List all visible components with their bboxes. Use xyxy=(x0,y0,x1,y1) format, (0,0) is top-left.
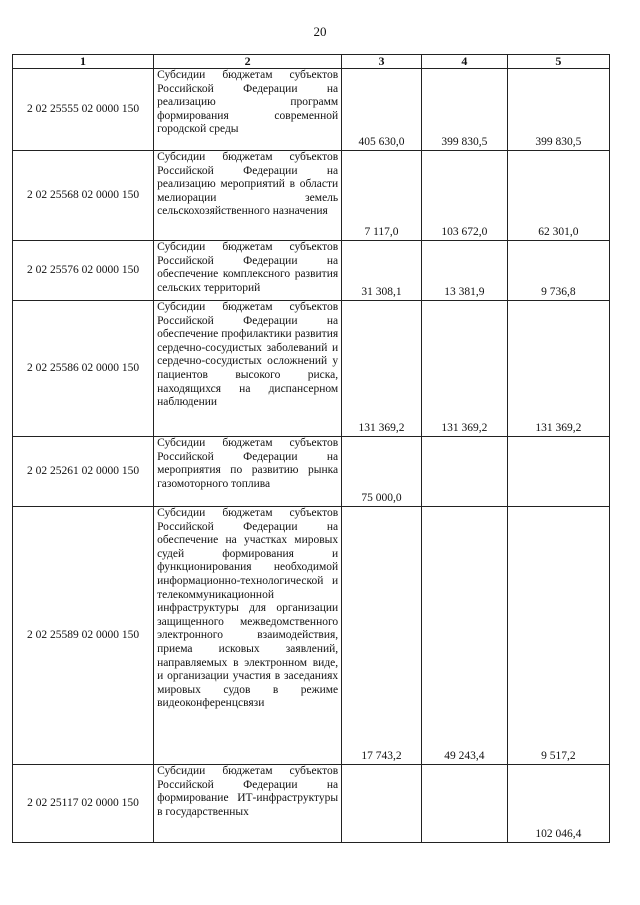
table-row xyxy=(13,437,610,507)
table-row xyxy=(13,241,610,301)
table-row xyxy=(13,151,610,241)
row-description: Субсидии бюджетам субъектов Российской Федерации на обеспечение профилактики развития сердечно-сосудистых заболеваний и сердечно-сосудистых осложнений у пациентов высокого риска, находящихся на диспансерном наблюдении xyxy=(154,301,342,437)
table-row xyxy=(13,765,610,843)
budget-code: 2 02 25117 02 0000 150 xyxy=(13,765,154,843)
page-number: 20 xyxy=(313,24,327,39)
column-header-2: 2 xyxy=(154,55,342,69)
value-col3: 7 117,0 xyxy=(342,151,422,241)
budget-code: 2 02 25555 02 0000 150 xyxy=(13,69,154,151)
value-col5: 102 046,4 xyxy=(507,765,609,843)
budget-code: 2 02 25576 02 0000 150 xyxy=(13,241,154,301)
value-col5: 9 517,2 xyxy=(507,507,609,765)
column-header-4: 4 xyxy=(421,55,507,69)
value-col4: 399 830,5 xyxy=(421,69,507,151)
row-description: Субсидии бюджетам субъектов Российской Федерации на обеспечение комплексного развития сельских территорий xyxy=(154,241,342,301)
budget-table xyxy=(12,54,610,843)
column-header-3: 3 xyxy=(342,55,422,69)
value-col5: 62 301,0 xyxy=(507,151,609,241)
row-description: Субсидии бюджетам субъектов Российской Федерации на формирование ИТ-инфраструктуры в государственных xyxy=(154,765,342,843)
row-description: Субсидии бюджетам субъектов Российской Федерации на реализацию программ формирования современной городской среды xyxy=(154,69,342,151)
row-description: Субсидии бюджетам субъектов Российской Федерации на обеспечение на участках мировых судей формирования и функционирования необходимой информационно-технологической и телекоммуникационной инфраструктуры для организации защищенного межведомственного электронного взаимодействия, приема исковых заявлений, направляемых в электронном виде, и организации участия в заседаниях мировых судов в режиме видеоконференцсвязи xyxy=(154,507,342,765)
value-col3: 75 000,0 xyxy=(342,437,422,507)
value-col5 xyxy=(507,437,609,507)
value-col3: 17 743,2 xyxy=(342,507,422,765)
value-col4: 49 243,4 xyxy=(421,507,507,765)
value-col4: 13 381,9 xyxy=(421,241,507,301)
value-col3: 405 630,0 xyxy=(342,69,422,151)
row-description: Субсидии бюджетам субъектов Российской Федерации на реализацию мероприятий в области мелиорации земель сельскохозяйственного назначения xyxy=(154,151,342,241)
value-col3: 31 308,1 xyxy=(342,241,422,301)
budget-code: 2 02 25261 02 0000 150 xyxy=(13,437,154,507)
value-col4 xyxy=(421,765,507,843)
column-header-1: 1 xyxy=(13,55,154,69)
value-col4 xyxy=(421,437,507,507)
value-col4: 103 672,0 xyxy=(421,151,507,241)
budget-code: 2 02 25586 02 0000 150 xyxy=(13,301,154,437)
value-col5: 131 369,2 xyxy=(507,301,609,437)
row-description: Субсидии бюджетам субъектов Российской Федерации на мероприятия по развитию рынка газомоторного топлива xyxy=(154,437,342,507)
value-col3: 131 369,2 xyxy=(342,301,422,437)
value-col4: 131 369,2 xyxy=(421,301,507,437)
value-col5: 399 830,5 xyxy=(507,69,609,151)
column-header-5: 5 xyxy=(507,55,609,69)
budget-code: 2 02 25589 02 0000 150 xyxy=(13,507,154,765)
table-row xyxy=(13,507,610,765)
value-col3 xyxy=(342,765,422,843)
table-header-row xyxy=(13,55,610,69)
budget-code: 2 02 25568 02 0000 150 xyxy=(13,151,154,241)
table-row xyxy=(13,69,610,151)
table-row xyxy=(13,301,610,437)
value-col5: 9 736,8 xyxy=(507,241,609,301)
